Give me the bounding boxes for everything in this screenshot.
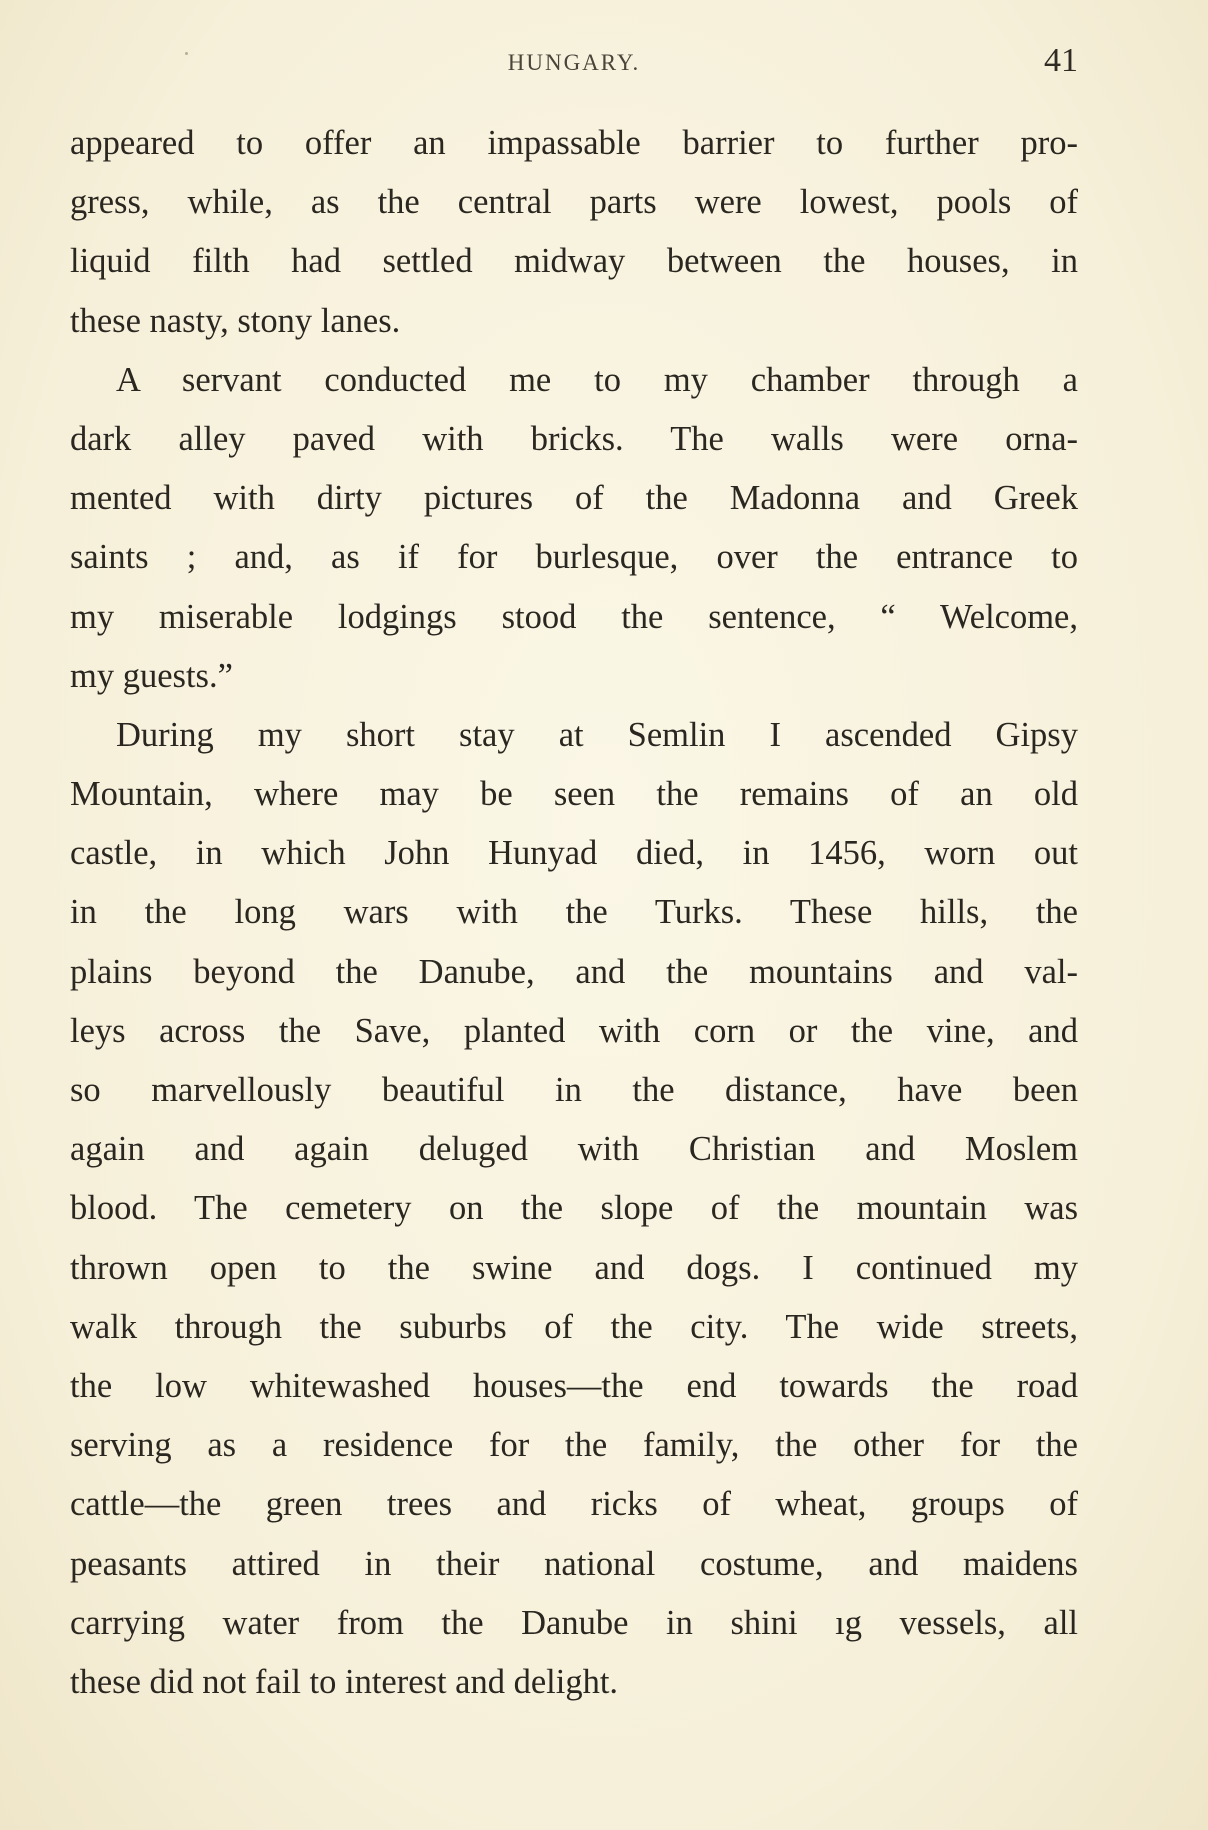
text-line: these nasty, stony lanes. [70, 301, 401, 340]
text-line: leys across the Save, planted with corn or the vine, and [70, 1011, 1078, 1050]
text-line: mented with dirty pictures of the Madonna and Greek [70, 479, 1078, 518]
text-line: gress, while, as the central parts were lowest, pools of [70, 183, 1078, 222]
text-line: carrying water from the Danube in shini ıg vessels, all [70, 1603, 1078, 1642]
text-line: liquid filth had settled midway between the houses, in [70, 242, 1078, 281]
text-line: walk through the suburbs of the city. The wide streets, [70, 1307, 1078, 1346]
page-number: 41 [1044, 42, 1078, 79]
text-line: thrown open to the swine and dogs. I continued my [70, 1248, 1078, 1287]
text-line: my guests.” [70, 656, 233, 695]
text-line: my miserable lodgings stood the sentence, “ Welcome, [70, 597, 1078, 636]
text-line: serving as a residence for the family, the other for the [70, 1426, 1078, 1465]
text-line: plains beyond the Danube, and the mountains and val- [70, 952, 1078, 991]
text-line: saints ; and, as if for burlesque, over the entrance to [70, 538, 1078, 577]
text-line: A servant conducted me to my chamber through a [116, 360, 1078, 399]
text-line: cattle—the green trees and ricks of wheat, groups of [70, 1485, 1078, 1524]
text-line: castle, in which John Hunyad died, in 1456, worn out [70, 834, 1078, 873]
text-line: peasants attired in their national costume, and maidens [70, 1544, 1078, 1583]
text-line: dark alley paved with bricks. The walls were orna- [70, 419, 1078, 458]
text-line: the low whitewashed houses—the end towards the road [70, 1366, 1078, 1405]
running-head [70, 42, 1078, 82]
text-line: appeared to offer an impassable barrier to further pro- [70, 124, 1078, 162]
text-line: these did not fail to interest and delight. [70, 1662, 619, 1701]
running-title: HUNGARY. [507, 50, 641, 75]
text-line: again and again deluged with Christian and Moslem [70, 1130, 1078, 1169]
text-line: blood. The cemetery on the slope of the mountain was [70, 1189, 1078, 1228]
text-line: Mountain, where may be seen the remains of an old [70, 775, 1078, 814]
text-line: so marvellously beautiful in the distance, have been [70, 1071, 1078, 1109]
body-text [70, 114, 1078, 1712]
text-line: During my short stay at Semlin I ascended Gipsy [116, 715, 1078, 754]
text-line: in the long wars with the Turks. These hills, the [70, 893, 1078, 932]
